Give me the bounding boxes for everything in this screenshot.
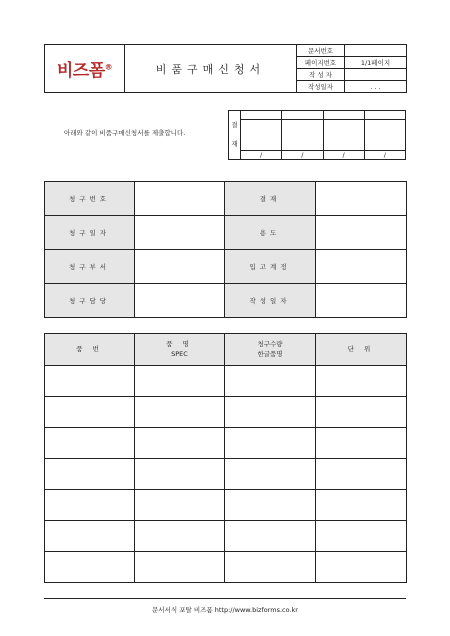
field-request-date[interactable] (135, 216, 225, 250)
item-quantity-cell[interactable] (225, 521, 316, 552)
item-quantity-cell[interactable] (225, 397, 316, 428)
meta-label-author: 작 성 자 (297, 69, 345, 81)
item-unit-cell[interactable] (316, 397, 407, 428)
approval-title-cell-2[interactable] (282, 111, 323, 120)
approval-title-cell-3[interactable] (323, 111, 364, 120)
meta-value-author (345, 69, 407, 81)
item-number-cell[interactable] (45, 552, 135, 583)
logo-cell (45, 45, 125, 93)
item-quantity-cell[interactable] (225, 366, 316, 397)
header-item-name: 품 명 SPEC (135, 334, 225, 366)
field-purpose[interactable] (316, 216, 407, 250)
request-statement: 아래와 같이 비품구매신청서를 제출합니다. (64, 129, 186, 137)
label-approval: 결재 (225, 182, 316, 216)
item-number-cell[interactable] (45, 521, 135, 552)
table-row (45, 521, 407, 552)
table-row (45, 552, 407, 583)
item-quantity-cell[interactable] (225, 552, 316, 583)
request-info-table (44, 181, 407, 318)
meta-value-date: . . . (345, 81, 407, 93)
label-written-date: 작성일자 (225, 284, 316, 318)
label-receiving-account: 입고계정 (225, 250, 316, 284)
item-number-cell[interactable] (45, 428, 135, 459)
item-quantity-cell[interactable] (225, 428, 316, 459)
table-row (45, 428, 407, 459)
approval-title-cell-1[interactable] (241, 111, 282, 120)
table-row (45, 459, 407, 490)
meta-label-page-number: 페이지번호 (297, 57, 345, 69)
item-name-cell[interactable] (135, 366, 225, 397)
meta-label-doc-number: 문서번호 (297, 45, 345, 57)
document-title: 비품구매신청서 (125, 45, 297, 93)
item-unit-cell[interactable] (316, 459, 407, 490)
label-request-department: 청구부서 (45, 250, 135, 284)
field-receiving-account[interactable] (316, 250, 407, 284)
approval-side-label: 결 재 (229, 111, 241, 160)
approval-sign-cell-2[interactable] (282, 120, 323, 151)
approval-sign-cell-1[interactable] (241, 120, 282, 151)
item-name-cell[interactable] (135, 459, 225, 490)
meta-value-doc-number (345, 45, 407, 57)
item-unit-cell[interactable] (316, 428, 407, 459)
meta-value-page-number: 1/1페이지 (345, 57, 407, 69)
approval-title-cell-4[interactable] (364, 111, 405, 120)
label-request-number: 청구번호 (45, 182, 135, 216)
footer-text: 문서서식 포탈 비즈폼 http://www.bizforms.co.kr (152, 606, 298, 614)
approval-sign-cell-4[interactable] (364, 120, 405, 151)
approval-sign-cell-3[interactable] (323, 120, 364, 151)
approval-box (228, 110, 406, 160)
item-unit-cell[interactable] (316, 490, 407, 521)
item-name-cell[interactable] (135, 428, 225, 459)
field-request-manager[interactable] (135, 284, 225, 318)
header-item-number: 품 번 (45, 334, 135, 366)
item-number-cell[interactable] (45, 366, 135, 397)
footer-divider (44, 598, 406, 599)
item-unit-cell[interactable] (316, 552, 407, 583)
item-number-cell[interactable] (45, 459, 135, 490)
item-unit-cell[interactable] (316, 521, 407, 552)
item-table (44, 333, 407, 583)
table-row (45, 490, 407, 521)
meta-label-date: 작성일자 (297, 81, 345, 93)
item-name-cell[interactable] (135, 521, 225, 552)
item-quantity-cell[interactable] (225, 490, 316, 521)
table-row (45, 366, 407, 397)
item-name-cell[interactable] (135, 490, 225, 521)
header-quantity: 청구수량 한글품명 (225, 334, 316, 366)
item-unit-cell[interactable] (316, 366, 407, 397)
approval-date-cell-3[interactable]: / (323, 151, 364, 160)
bizforms-logo: 비즈폼® (56, 61, 113, 81)
label-request-date: 청구일자 (45, 216, 135, 250)
approval-date-cell-4[interactable]: / (364, 151, 405, 160)
item-name-cell[interactable] (135, 397, 225, 428)
label-request-manager: 청구담당 (45, 284, 135, 318)
label-purpose: 용도 (225, 216, 316, 250)
table-row (45, 397, 407, 428)
item-quantity-cell[interactable] (225, 459, 316, 490)
field-request-department[interactable] (135, 250, 225, 284)
approval-date-cell-1[interactable]: / (241, 151, 282, 160)
item-number-cell[interactable] (45, 397, 135, 428)
field-approval[interactable] (316, 182, 407, 216)
header-unit: 단 위 (316, 334, 407, 366)
item-name-cell[interactable] (135, 552, 225, 583)
approval-date-cell-2[interactable]: / (282, 151, 323, 160)
field-request-number[interactable] (135, 182, 225, 216)
document-header (44, 44, 407, 93)
field-written-date[interactable] (316, 284, 407, 318)
item-number-cell[interactable] (45, 490, 135, 521)
